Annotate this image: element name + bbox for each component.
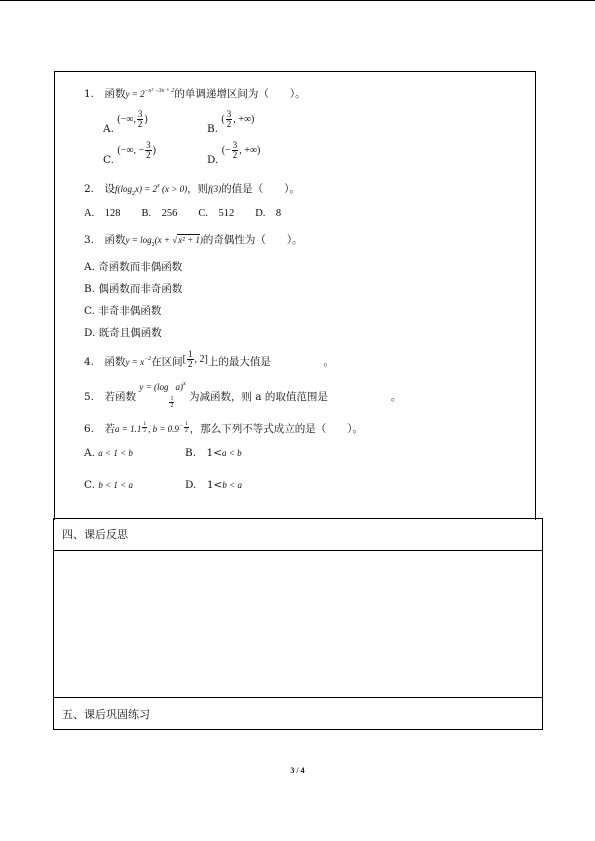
q3-option-d: D. 既奇且偶函数	[84, 327, 162, 339]
q2-f3: f(3)	[208, 184, 222, 194]
question-2-stem: 2. 设$f(\log_2x) = 2^x$ (x > 0)，则f(3)的值是（ ）。	[84, 183, 300, 197]
q1-option-a: A. (−∞, $\frac{3}{2}$ )	[103, 109, 148, 135]
q6-option-b: B. 1<a < b	[185, 447, 242, 459]
question-4-stem: 4. 函数$y = x^{-2}$在区间[ $\frac{1}{2}$ , 2]上的最大值是 。	[84, 349, 334, 370]
q2-formula: $f(\log_2x) = 2^x$ (x > 0)	[115, 183, 188, 197]
question-3-stem: 3. 函数$y = \log_2(x + √x^2 + 1)$的奇偶性为（ ）。	[84, 234, 303, 248]
q3-option-a: A. 奇函数而非偶函数	[84, 261, 183, 273]
q3-option-c: C. 非奇非偶函数	[84, 305, 162, 317]
q1-option-d: D. (− $\frac{3}{2}$ , +∞)	[207, 140, 261, 166]
question-6-stem: 6. 若a = 1.1 $\frac{1}{2}$ , b = 0.9− $\frac{1}{2}$ ，那么下列不等式成立的是（ ）。	[84, 421, 363, 435]
question-1-stem	[84, 84, 306, 101]
q6-option-a: A. a < 1 < b	[84, 447, 133, 459]
section-4-body	[53, 549, 543, 698]
q3-option-b: B. 偶函数而非奇函数	[84, 283, 183, 295]
q1-option-b: B. ( $\frac{3}{2}$ , +∞)	[207, 109, 255, 135]
q1-suffix: 的单调递增区间为（ ）。	[174, 88, 306, 100]
section-5-title: 五、课后巩固练习	[62, 708, 150, 721]
q1-option-c: C. (−∞, − $\frac{3}{2}$ )	[103, 140, 156, 166]
q3-formula: $y = \log_2(x + √x^2 + 1)$	[125, 235, 203, 248]
page-number: 3 / 4	[290, 766, 305, 775]
q6-option-c: C. b < 1 < a	[84, 479, 133, 491]
q2-options: A. 128 B. 256 C. 512 D. 8	[84, 208, 282, 219]
question-5-stem: 5. 若函数 y = (log $\frac{1}{2}$ a)$^x$ 为减函数，则 a 的取值范围是 。	[84, 381, 402, 409]
page-top-rule	[0, 0, 595, 1]
q1-formula: $y = 2^{-x^2 -3x + 2}$	[125, 88, 175, 99]
q1-prefix: 1. 函数	[84, 88, 126, 100]
section-4-title: 四、课后反思	[62, 528, 128, 541]
q6-option-d: D. 1<b < a	[185, 479, 242, 491]
